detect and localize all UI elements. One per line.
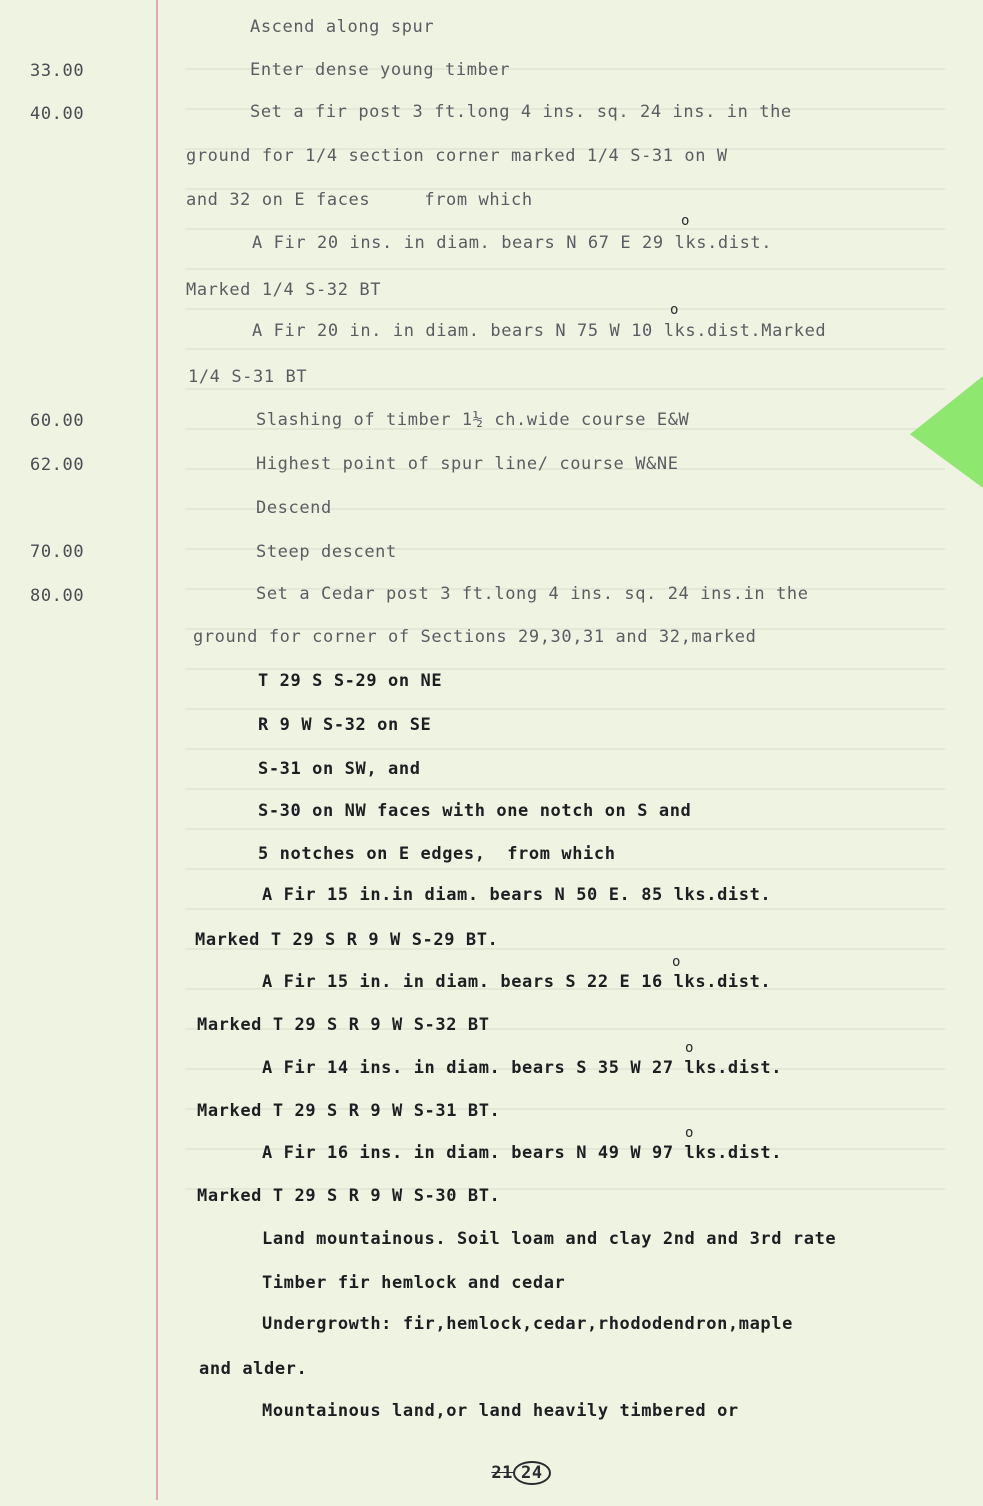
text-line: A Fir 20 in. in diam. bears N 75 W 10 lks.dist.Marked	[252, 321, 827, 341]
green-index-tab	[910, 376, 983, 488]
struck-page-number: 21	[491, 1463, 514, 1483]
degree-mark: o	[672, 954, 682, 970]
text-line: Highest point of spur line/ course W&NE	[256, 454, 679, 474]
margin-number: 60.00	[30, 411, 85, 431]
degree-mark: o	[670, 302, 680, 318]
text-line: and alder.	[199, 1359, 308, 1379]
text-line: Timber fir hemlock and cedar	[262, 1273, 566, 1293]
degree-mark: o	[685, 1125, 695, 1141]
margin-rule	[156, 0, 158, 1500]
text-line: A Fir 15 in.in diam. bears N 50 E. 85 lks.dist.	[262, 885, 772, 905]
text-line: Descend	[256, 498, 332, 518]
margin-number: 33.00	[30, 61, 85, 81]
text-line: R 9 W S-32 on SE	[258, 715, 432, 735]
text-line: A Fir 20 ins. in diam. bears N 67 E 29 lks.dist.	[252, 233, 773, 253]
text-line: Undergrowth: fir,hemlock,cedar,rhododendron,maple	[262, 1314, 793, 1334]
text-line: S-31 on SW, and	[258, 759, 421, 779]
text-line: Enter dense young timber	[250, 60, 511, 80]
text-line: 1/4 S-31 BT	[188, 367, 308, 387]
text-line: Marked T 29 S R 9 W S-29 BT.	[195, 930, 499, 950]
text-line: Slashing of timber 1½ ch.wide course E&W	[256, 410, 690, 430]
text-line: Steep descent	[256, 542, 397, 562]
text-line: Mountainous land,or land heavily timbered or	[262, 1401, 739, 1421]
text-line: Marked T 29 S R 9 W S-32 BT	[197, 1015, 490, 1035]
text-line: Set a Cedar post 3 ft.long 4 ins. sq. 24 ins.in the	[256, 584, 809, 604]
margin-number: 40.00	[30, 104, 85, 124]
text-line: A Fir 15 in. in diam. bears S 22 E 16 lks.dist.	[262, 972, 772, 992]
margin-number: 70.00	[30, 542, 85, 562]
current-page-number: 24	[513, 1461, 551, 1485]
text-line: Land mountainous. Soil loam and clay 2nd and 3rd rate	[262, 1229, 837, 1249]
text-line: and 32 on E faces from which	[186, 190, 533, 210]
text-line: Marked T 29 S R 9 W S-31 BT.	[197, 1101, 501, 1121]
text-line: Marked 1/4 S-32 BT	[186, 280, 382, 300]
text-line: Set a fir post 3 ft.long 4 ins. sq. 24 ins. in the	[250, 102, 792, 122]
text-line: A Fir 16 ins. in diam. bears N 49 W 97 lks.dist.	[262, 1143, 783, 1163]
degree-mark: o	[685, 1040, 695, 1056]
margin-number: 62.00	[30, 455, 85, 475]
text-line: Marked T 29 S R 9 W S-30 BT.	[197, 1186, 501, 1206]
margin-number: 80.00	[30, 586, 85, 606]
text-line: A Fir 14 ins. in diam. bears S 35 W 27 lks.dist.	[262, 1058, 783, 1078]
degree-mark: o	[681, 213, 691, 229]
text-line: S-30 on NW faces with one notch on S and	[258, 801, 692, 821]
page-number	[448, 1440, 551, 1506]
text-line: 5 notches on E edges, from which	[258, 844, 616, 864]
text-line: ground for corner of Sections 29,30,31 and 32,marked	[193, 627, 757, 647]
text-line: Ascend along spur	[250, 17, 435, 37]
text-line: T 29 S S-29 on NE	[258, 671, 443, 691]
text-line: ground for 1/4 section corner marked 1/4 S-31 on W	[186, 146, 728, 166]
